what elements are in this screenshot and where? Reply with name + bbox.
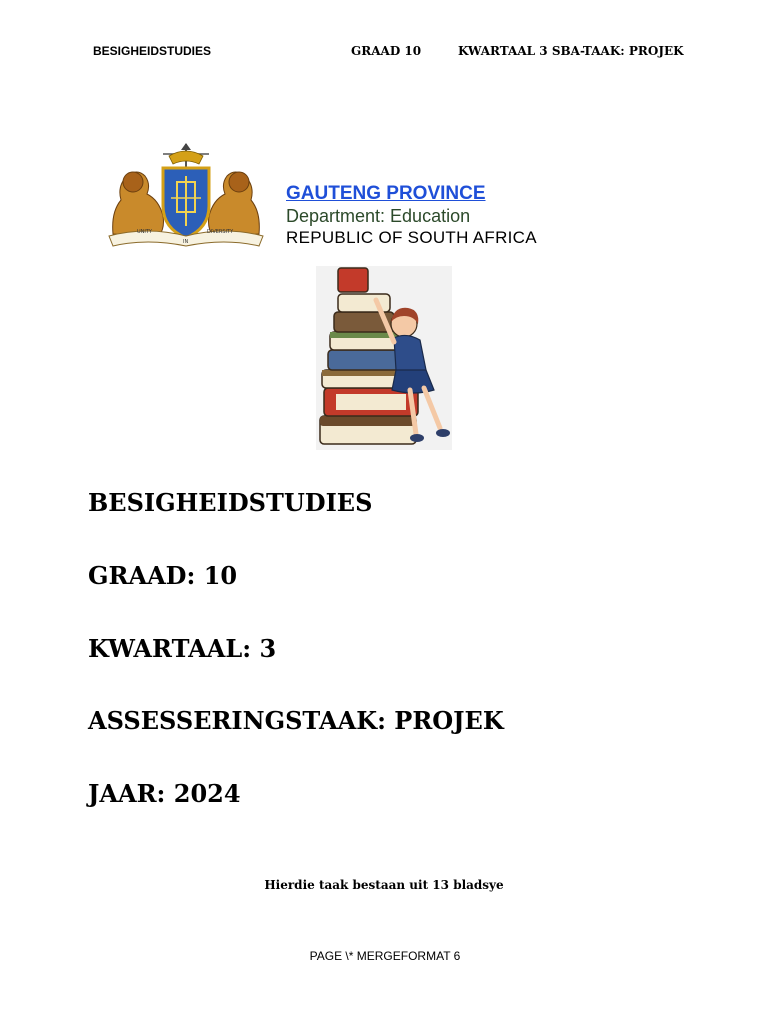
department-logo-text xyxy=(286,183,537,249)
banner-right-text: DIVERSITY xyxy=(207,229,234,235)
header-task: KWARTAAL 3 SBA-TAAK: PROJEK xyxy=(458,44,684,58)
cover-assessment: ASSESSERINGSTAAK: PROJEK xyxy=(88,706,504,735)
coat-of-arms-logo xyxy=(107,142,265,248)
country-name: REPUBLIC OF SOUTH AFRICA xyxy=(286,228,537,247)
page-header xyxy=(0,44,768,60)
department-name: Department: Education xyxy=(286,206,471,226)
header-grade: GRAAD 10 xyxy=(351,44,422,58)
header-subject: BESIGHEIDSTUDIES xyxy=(93,44,212,58)
cover-term: KWARTAAL: 3 xyxy=(88,634,277,663)
cover-grade: GRAAD: 10 xyxy=(88,561,238,590)
cover-subject: BESIGHEIDSTUDIES xyxy=(88,488,373,517)
province-name: GAUTENG PROVINCE xyxy=(286,183,486,204)
banner-mid-text: IN xyxy=(183,239,189,245)
books-illustration xyxy=(316,266,452,450)
page-count-note: Hierdie taak bestaan uit 13 bladsye xyxy=(264,878,504,892)
page-footer: PAGE \* MERGEFORMAT 6 xyxy=(309,949,461,963)
cover-year: JAAR: 2024 xyxy=(88,779,241,808)
banner-left-text: UNITY xyxy=(137,229,152,235)
